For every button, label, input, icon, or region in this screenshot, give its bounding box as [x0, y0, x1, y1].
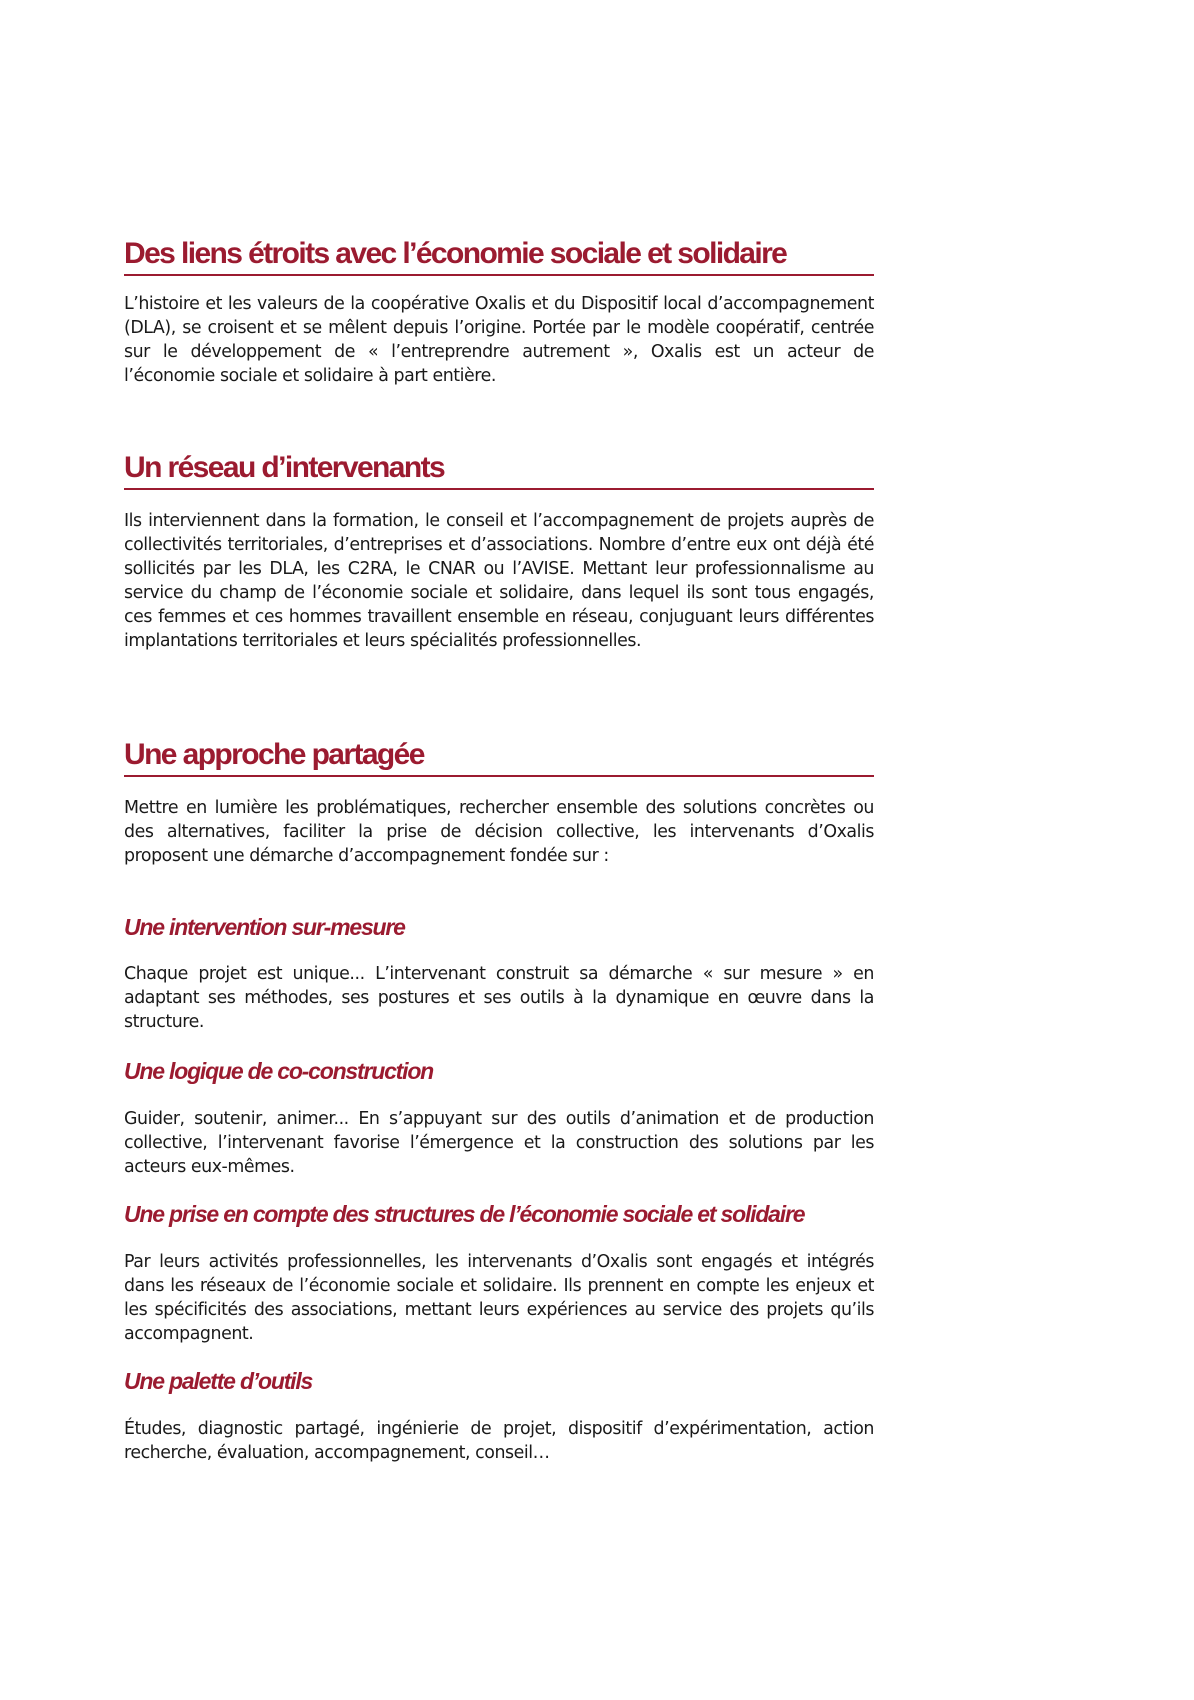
subsection-co-construction: [124, 1057, 874, 1085]
subsection-paragraph: Chaque projet est unique... L’intervenant construit sa démarche « sur mesure » en adaptant ses méthodes, ses postures et ses outils à la dynamique en œuvre dans la structure.: [124, 964, 874, 1032]
subsection-paragraph: Par leurs activités professionnelles, les intervenants d’Oxalis sont engagés et intégrés dans les réseaux de l’économie sociale et solidaire. Ils prennent en compte les enjeux et les spécificités des associations, mettant leurs expériences au service des projets qu’ils accompagnent.: [124, 1252, 874, 1344]
subsection-sur-mesure-body: [124, 962, 874, 1034]
subsection-palette-outils-body: [124, 1417, 874, 1465]
section-paragraph: Ils interviennent dans la formation, le conseil et l’accompagnement de projets auprès de collectivités territoriales, d’entreprises et d’associations. Nombre d’entre eux ont déjà été sollicités par les DLA, les C2RA, le CNAR ou l’AVISE. Mettant leur professionnalisme au service du champ de l’économie sociale et solidaire, dans lequel ils sont tous engagés, ces femmes et ces hommes travaillent ensemble en réseau, conjuguant leurs différentes implantations territoriales et leurs spécialités professionnelles.: [124, 511, 874, 651]
subsection-heading: Une logique de co-construction: [124, 1058, 434, 1084]
subsection-co-construction-body: [124, 1107, 874, 1179]
subsection-structures-ess-body: [124, 1250, 874, 1346]
section-heading: Une approche partagée: [124, 737, 874, 777]
section-economie-sociale-body: [124, 292, 874, 388]
subsection-sur-mesure: [124, 913, 874, 941]
section-heading: Un réseau d’intervenants: [124, 450, 874, 490]
section-reseau: [124, 450, 874, 490]
section-economie-sociale: [124, 236, 874, 276]
subsection-heading: Une palette d’outils: [124, 1368, 313, 1394]
subsection-palette-outils: [124, 1367, 874, 1395]
section-heading: Des liens étroits avec l’économie sociale et solidaire: [124, 236, 874, 276]
section-reseau-body: [124, 509, 874, 653]
subsection-heading: Une intervention sur-mesure: [124, 914, 405, 940]
section-paragraph: L’histoire et les valeurs de la coopérative Oxalis et du Dispositif local d’accompagnement (DLA), se croisent et se mêlent depuis l’origine. Portée par le modèle coopératif, centrée sur le développement de « l’entreprendre autrement », Oxalis est un acteur de l’économie sociale et solidaire à part entière.: [124, 294, 874, 386]
section-paragraph: Mettre en lumière les problématiques, rechercher ensemble des solutions concrètes ou des alternatives, faciliter la prise de décision collective, les intervenants d’Oxalis proposent une démarche d’accompagnement fondée sur :: [124, 798, 874, 866]
subsection-paragraph: Guider, soutenir, animer... En s’appuyant sur des outils d’animation et de production collective, l’intervenant favorise l’émergence et la construction des solutions par les acteurs eux-mêmes.: [124, 1109, 874, 1177]
subsection-structures-ess: [124, 1200, 874, 1228]
section-approche-body: [124, 796, 874, 868]
section-approche: [124, 737, 874, 777]
subsection-heading: Une prise en compte des structures de l’économie sociale et solidaire: [124, 1201, 805, 1227]
subsection-paragraph: Études, diagnostic partagé, ingénierie de projet, dispositif d’expérimentation, action recherche, évaluation, accompagnement, conseil…: [124, 1419, 874, 1463]
